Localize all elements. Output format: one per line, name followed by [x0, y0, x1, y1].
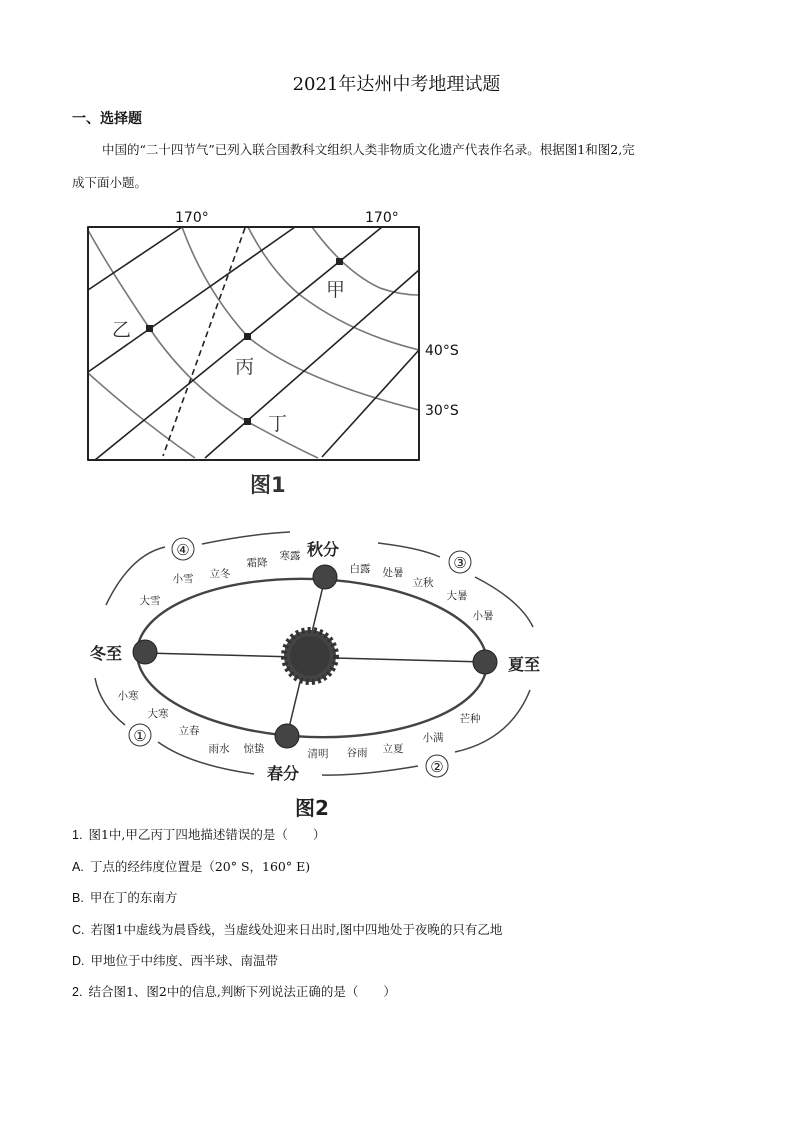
lat-label-40s: 40°S [425, 343, 459, 359]
term-hanlu: 寒露 [279, 550, 301, 562]
lon-label-2: 170° [365, 210, 399, 226]
option-c [72, 920, 502, 938]
term-lichun: 立春 [178, 725, 200, 737]
quadrant-4: ④ [176, 541, 190, 559]
term-shuangjiang: 霜降 [246, 557, 268, 569]
term-qiufen: 秋分 [306, 540, 340, 559]
term-qingming: 清明 [307, 748, 329, 760]
question-number: 2. [72, 985, 83, 999]
option-letter: A. [72, 860, 84, 874]
figure-1-map [88, 227, 419, 460]
term-dashu: 大暑 [446, 590, 468, 602]
lon-label-1: 170° [175, 210, 209, 226]
lat-label-30s: 30°S [425, 403, 459, 419]
point-ding: 丁 [268, 413, 288, 435]
point-bing: 丙 [235, 356, 255, 378]
term-jingzhe: 惊蛰 [243, 743, 265, 755]
option-text: 丁点的经纬度位置是（20° S，160° E) [89, 859, 311, 874]
term-xiaoman: 小满 [422, 732, 444, 744]
term-lidong: 立冬 [209, 568, 231, 580]
question-text: 结合图1、图2中的信息,判断下列说法正确的是（ ） [88, 984, 396, 999]
option-text: 甲在丁的东南方 [89, 890, 178, 905]
quadrant-3: ③ [453, 554, 467, 572]
term-xiaohan: 小寒 [117, 690, 139, 702]
question-1 [72, 825, 325, 843]
term-liqiu: 立秋 [412, 577, 434, 589]
figure-1-caption: 图1 [250, 473, 286, 497]
term-dongzhi: 冬至 [89, 644, 123, 663]
option-d [72, 951, 278, 969]
term-dahan: 大寒 [147, 708, 169, 720]
quadrant-1: ① [133, 727, 147, 745]
sun-icon [284, 630, 336, 682]
term-mangzhong: 芒种 [459, 713, 481, 725]
question-number: 1. [72, 828, 83, 842]
term-chunfen: 春分 [266, 764, 300, 783]
option-letter: D. [72, 954, 85, 968]
term-lixia: 立夏 [382, 743, 404, 755]
figure-2-caption: 图2 [295, 796, 329, 820]
term-xiaoshu: 小暑 [472, 610, 494, 622]
option-letter: C. [72, 923, 85, 937]
question-text: 图1中,甲乙丙丁四地描述错误的是（ ） [88, 827, 326, 842]
section-heading: 一、选择题 [72, 111, 142, 127]
question-2 [72, 982, 396, 1000]
latitude-curves [88, 227, 419, 458]
option-letter: B. [72, 891, 84, 905]
point-jia: 甲 [326, 279, 346, 301]
intro-line-2: 成下面小题。 [72, 175, 148, 190]
term-guyu: 谷雨 [346, 747, 368, 759]
term-chushu: 处暑 [382, 567, 404, 579]
terminator-dashed-line [163, 228, 245, 456]
option-b [72, 888, 177, 906]
term-daxue: 大雪 [139, 595, 161, 607]
term-xiazhi: 夏至 [507, 655, 541, 674]
page-title: 2021年达州中考地理试题 [292, 74, 501, 95]
figure-2-orbit [95, 532, 533, 777]
quadrant-2: ② [430, 758, 444, 776]
option-text: 若图1中虚线为晨昏线，当虚线处迎来日出时,图中四地处于夜晚的只有乙地 [90, 922, 503, 937]
intro-line-1: 中国的“二十四节气”已列入联合国教科文组织人类非物质文化遗产代表作名录。根据图1和图2,完 [102, 142, 635, 157]
term-bailu: 白露 [349, 563, 371, 575]
term-xiaoxue: 小雪 [172, 573, 194, 585]
term-yushui: 雨水 [208, 743, 230, 755]
point-yi: 乙 [112, 319, 132, 341]
option-a [72, 857, 310, 875]
option-text: 甲地位于中纬度、西半球、南温带 [90, 953, 279, 968]
